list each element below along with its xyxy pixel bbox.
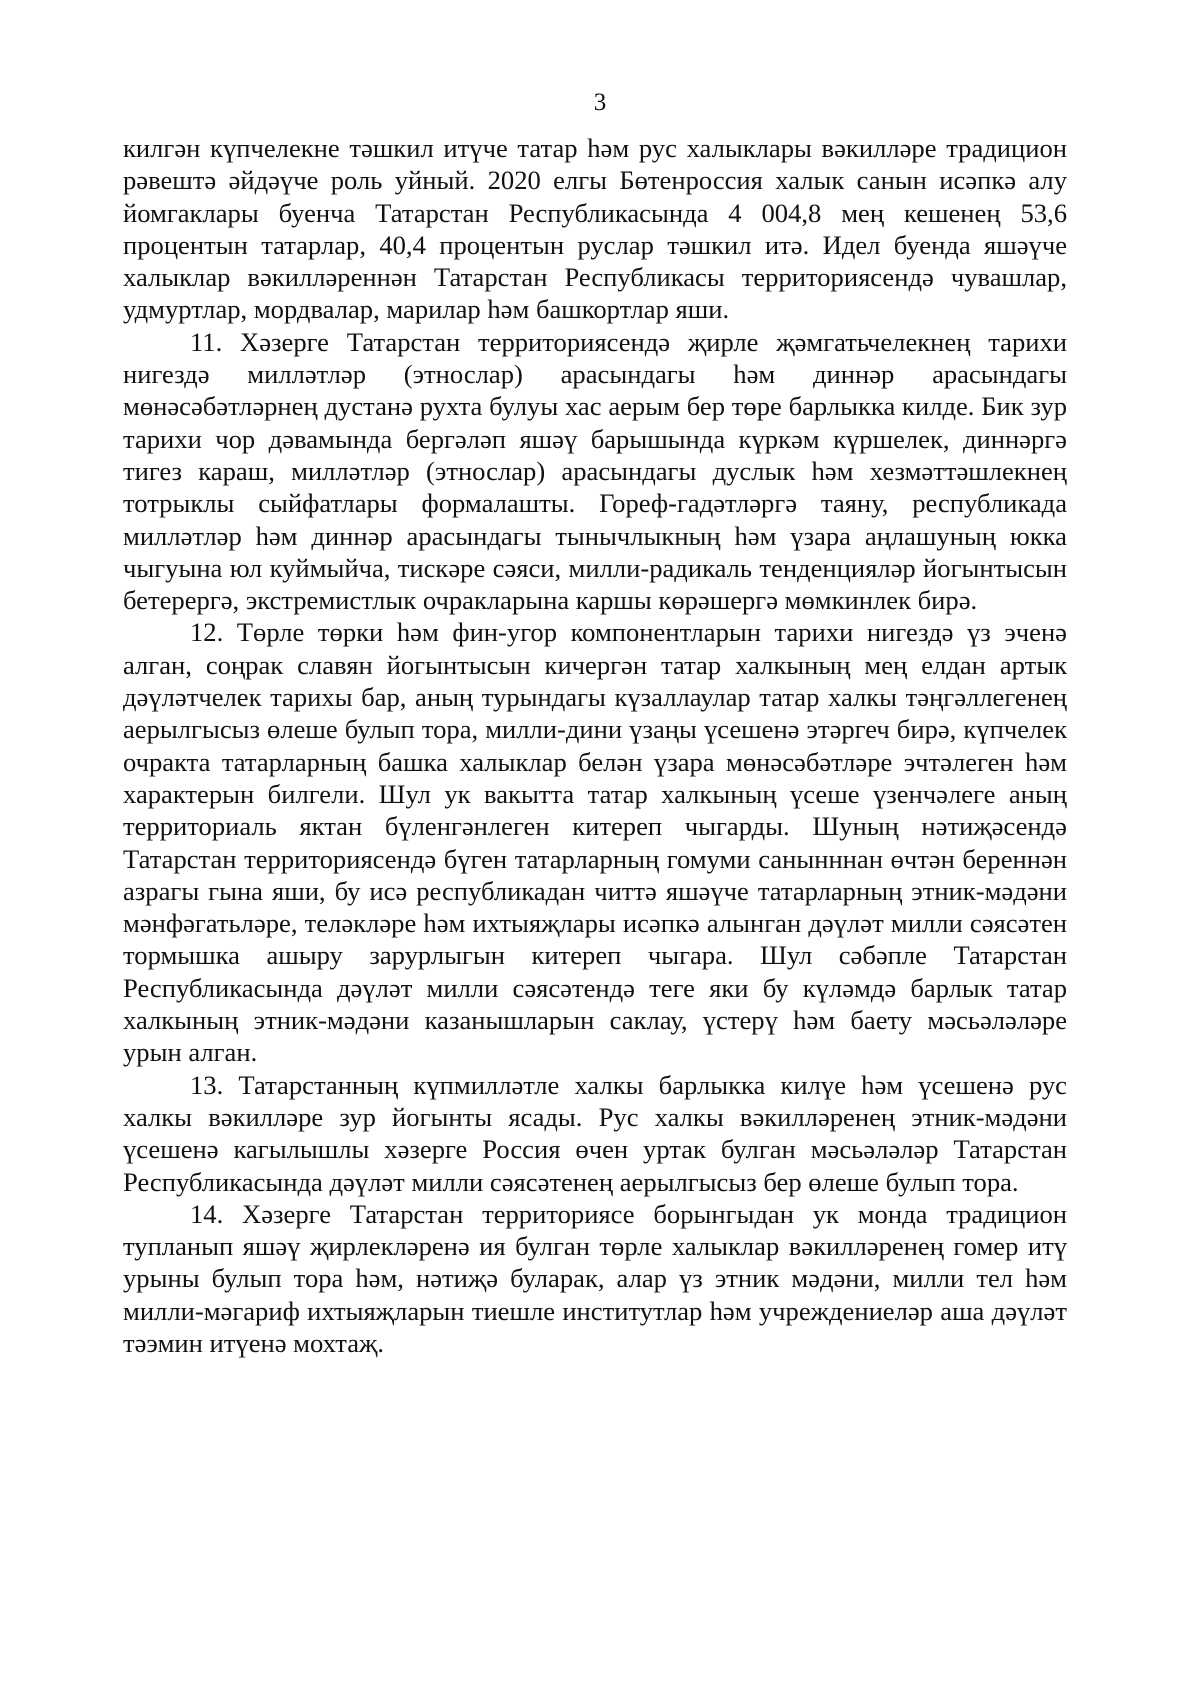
paragraph-intro: килгән күпчелекне тәшкил итүче татар һәм рус халыклары вәкилләре традицион рәвештә әйдәүче роль уйный. 2020 елгы Бөтенроссия халык санын исәпкә алу йомгаклары буенча Татарстан Республикасында 4 004,8 мең кешенең 53,6 процентын татарлар, 40,4 процентын руслар тәшкил итә. Идел буенда яшәүче халыклар вәкилләреннән Татарстан Республикасы территориясендә чувашлар, удмуртлар, мордвалар, марилар һәм башкортлар яши. [123,133,1067,325]
paragraph-14: 14. Хәзерге Татарстан территориясе борынгыдан ук монда традицион тупланып яшәү җирлекләренә ия булган төрле халыклар вәкилләренең гомер итү урыны булып тора һәм, нәтиҗә буларак, алар үз этник мәдәни, милли тел һәм милли-мәгариф ихтыяҗларын тиешле институтлар һәм учреждениеләр аша дәүләт тәэмин итүенә мохтаҗ. [123,1198,1067,1358]
document-body [123,132,1067,1359]
page-number: 3 [593,89,607,116]
paragraph-13: 13. Татарстанның күпмилләтле халкы барлыкка килүе һәм үсешенә рус халкы вәкилләре зур йогынты ясады. Рус халкы вәкилләренең этник-мәдәни үсешенә кагылышлы хәзерге Россия өчен уртак булган мәсьәләләр Татарстан Республикасында дәүләт милли сәясәтенең аерылгысыз бер өлеше булып тора. [123,1069,1067,1197]
paragraph-12: 12. Төрле төрки һәм фин-угор компонентларын тарихи нигездә үз эченә алган, соңрак славян йогынтысын кичергән татар халкының мең елдан артык дәүләтчелек тарихы бар, аның турындагы күзаллаулар татар халкы тәңгәллегенең аерылгысыз өлеше булып тора, милли-дини үзаңы үсешенә этәргеч бирә, күпчелек очракта татарларның башка халыклар белән үзара мөнәсәбәтләре эчтәлеген һәм характерын билгели. Шул ук вакытта татар халкының үсеше үзенчәлеге аның территориаль яктан бүленгәнлеген китереп чыгарды. Шуның нәтиҗәсендә Татарстан территориясендә бүген татарларның гомуми санынннан өчтән береннән азрагы гына яши, бу исә республикадан читтә яшәүче татарларның этник-мәдәни мәнфәгатьләре, теләкләре һәм ихтыяҗлары исәпкә алынган дәүләт милли сәясәтен тормышка ашыру зарурлыгын китереп чыгара. Шул сәбәпле Татарстан Республикасында дәүләт милли сәясәтендә теге яки бу күләмдә барлык татар халкының этник-мәдәни казанышларын саклау, үстерү һәм баету мәсьәләләре урын алган. [123,617,1067,1068]
paragraph-11: 11. Хәзерге Татарстан территориясендә җирле җәмгатьчелекнең тарихи нигездә милләтләр (этнослар) арасындагы һәм диннәр арасындагы мөнәсәбәтләрнең дустанә рухта булуы хас аерым бер төре барлыкка килде. Бик зур тарихи чор дәвамында бергәләп яшәү барышында күркәм күршелек, диннәргә тигез караш, милләтләр (этнослар) арасындагы дуслык һәм хезмәттәшлекнең тотрыклы сыйфатлары формалашты. Гореф-гадәтләргә таяну, республикада милләтләр һәм диннәр арасындагы тынычлыкның һәм үзара аңлашуның юкка чыгуына юл куймыйча, тискәре сәяси, милли-радикаль тенденцияләр йогынтысын бетерергә, экстремистлык очракларына каршы көрәшергә мөмкинлек бирә. [123,326,1067,616]
